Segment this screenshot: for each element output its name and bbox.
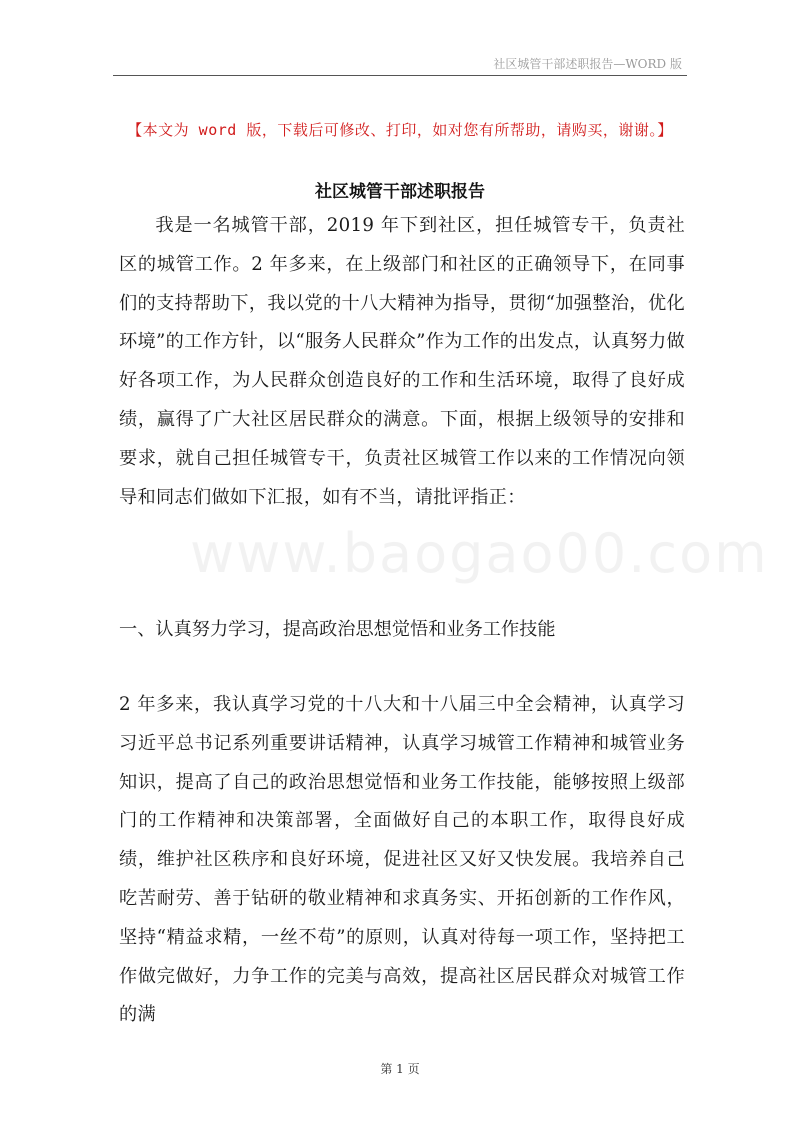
purchase-notice: 【本文为 word 版，下载后可修改、打印，如对您有所帮助，请购买，谢谢。】 [127, 121, 673, 139]
watermark-text: www.baogao00.com [190, 522, 769, 585]
page-number: 第 1 页 [380, 1062, 420, 1076]
section-1-paragraph: 2 年多来，我认真学习党的十八大和十八届三中全会精神，认真学习习近平总书记系列重要讲话精神，认真学习城管工作精神和城管业务知识，提高了自己的政治思想觉悟和业务工作技能，能够按照上级部门的工作精神和决策部署，全面做好自己的本职工作，取得良好成绩，维护社区秩序和良好环境，促进社区又好又快发展。我培养自己吃苦耐劳、善于钻研的敬业精神和求真务实、开拓创新的工作作风，坚持“精益求精，一丝不苟”的原则，认真对待每一项工作，坚持把工作做完做好，力争工作的完美与高效，提高社区居民群众对城管工作的满 [119, 694, 685, 1026]
section-heading-1: 一、认真努力学习，提高政治思想觉悟和业务工作技能 [119, 619, 556, 640]
header-divider [113, 75, 687, 76]
intro-paragraph: 我是一名城管干部，2019 年下到社区，担任城管专干，负责社区的城管工作。2 年多来，在上级部门和社区的正确领导下，在同事们的支持帮助下，我以党的十八大精神为指导，贯彻“加强整治，优化环境”的工作方针，以“服务人民群众”作为工作的出发点，认真努力做好各项工作，为人民群众创造良好的工作和生活环境，取得了良好成绩，赢得了广大社区居民群众的满意。下面，根据上级领导的安排和要求，就自己担任城管专干，负责社区城管工作以来的工作情况向领导和同志们做如下汇报，如有不当，请批评指正： [119, 215, 685, 508]
document-title: 社区城管干部述职报告 [315, 182, 485, 202]
running-header: 社区城管干部述职报告—WORD 版 [493, 57, 682, 71]
